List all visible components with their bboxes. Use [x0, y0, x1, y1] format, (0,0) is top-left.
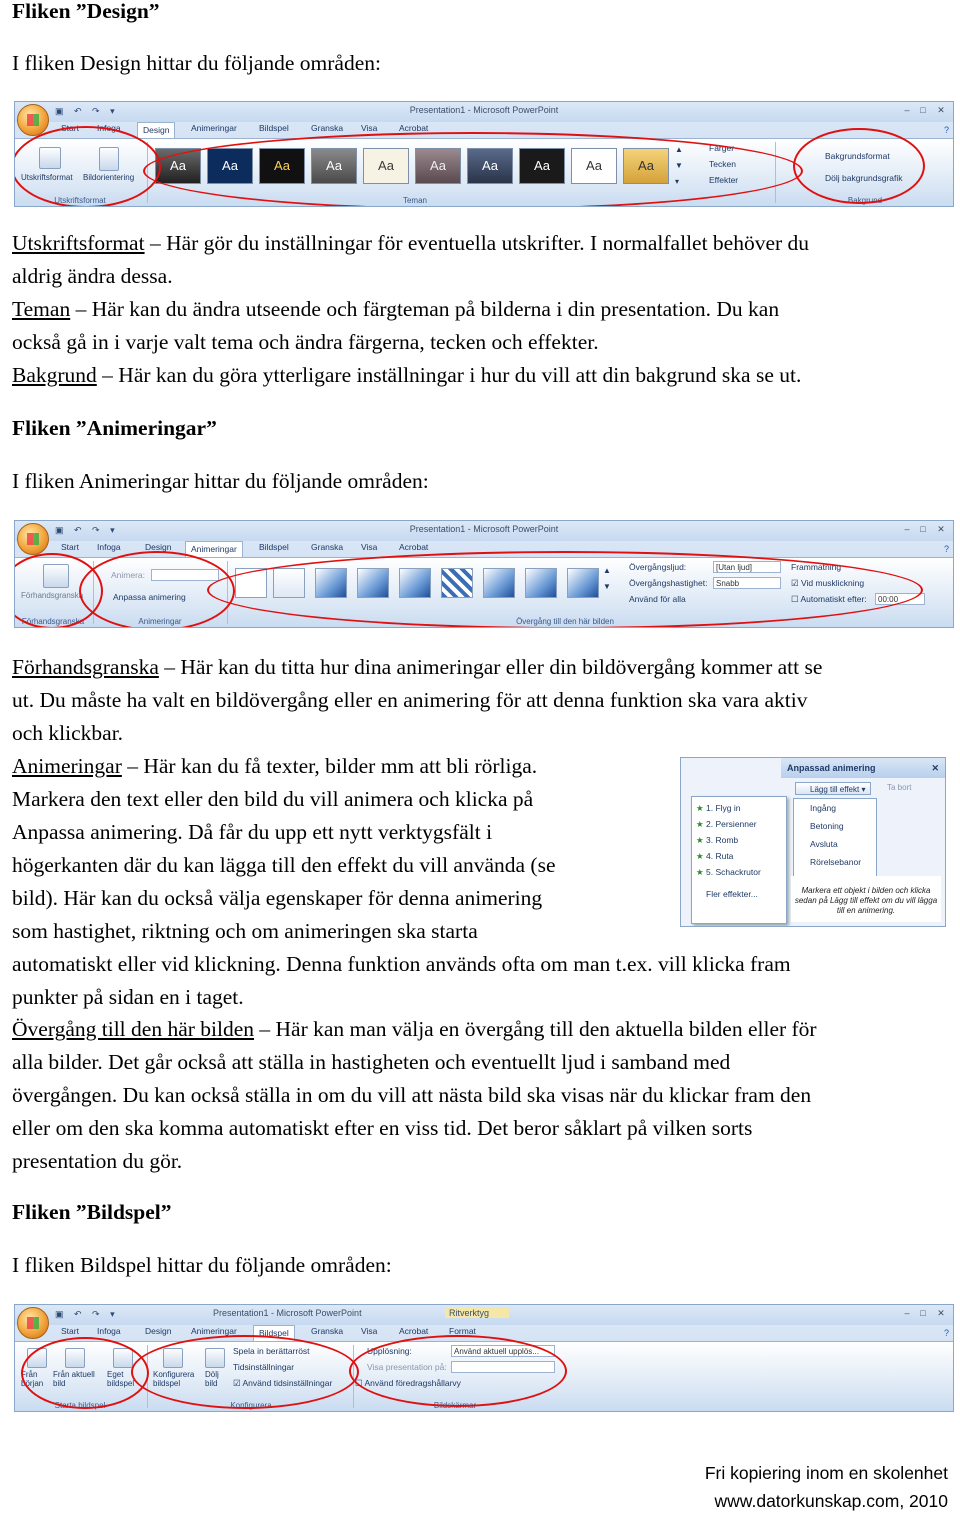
tab-design: Design [145, 1326, 172, 1336]
page-setup-icon [39, 147, 61, 169]
ta-bort-label: Ta bort [887, 783, 912, 792]
gallery-more-icon: ▾ [675, 177, 680, 186]
theme-thumbnail: Aa [467, 148, 513, 184]
theme-thumbnail: Aa [519, 148, 565, 184]
hide-slide-icon [205, 1348, 225, 1368]
overgangsljud-label: Övergångsljud: [629, 562, 687, 572]
transition-thumbnail [441, 568, 473, 598]
theme-thumbnail: Aa [415, 148, 461, 184]
pane-hint-text: Markera ett objekt i bilden och klicka sedan på Lägg till effekt om du vill lägga till en animering. [791, 876, 941, 922]
tab-animeringar: Animeringar [185, 541, 243, 557]
effect-submenu [793, 798, 877, 880]
overgangsljud-combo: [Utan ljud] [713, 561, 781, 573]
tab-acrobat: Acrobat [399, 542, 429, 552]
ribbon-animeringar-screenshot [14, 520, 954, 628]
heading-animeringar: Fliken ”Animeringar” [12, 416, 217, 440]
window-title: Presentation1 - Microsoft PowerPoint [409, 105, 559, 115]
intro-animeringar: I fliken Animeringar hittar du följande områden: [12, 469, 429, 493]
item-animeringar-cont: högerkanten där du kan lägga till den effekt du vill använda (se [12, 853, 556, 877]
group-label-animeringar: Animeringar [138, 617, 182, 626]
frammatning-label: Frammatning [791, 562, 842, 572]
item-forhandsgranska-cont: och klickbar. [12, 721, 124, 745]
fran-aktuell-label: Från aktuell bild [53, 1370, 95, 1388]
title-bar [15, 102, 953, 122]
menu-item: ★ 3. Romb [696, 835, 739, 845]
group-label-teman: Teman [402, 196, 427, 205]
fran-borjan-label: Från början [21, 1370, 44, 1388]
intro-design: I fliken Design hittar du följande områden: [12, 51, 381, 75]
window-title: Presentation1 - Microsoft PowerPoint [213, 1308, 362, 1318]
help-icon: ? [943, 125, 949, 135]
bakgrundsformat-label: Bakgrundsformat [825, 151, 890, 161]
close-icon: ✕ [937, 105, 945, 115]
group-label-overgang: Övergång till den här bilden [516, 617, 614, 626]
ribbon-body [15, 557, 953, 627]
play-from-current-icon [65, 1348, 85, 1368]
separator [775, 142, 776, 203]
item-animeringar-cont: automatiskt eller vid klickning. Denna funktion används ofta om man t.ex. vill klicka fram [12, 952, 791, 976]
tab-visa: Visa [361, 542, 378, 552]
ribbon-bildspel-screenshot [14, 1304, 954, 1412]
tab-start: Start [61, 1326, 79, 1336]
item-teman: Teman – Här kan du ändra utseende och färgteman på bilderna i din presentation. Du kan [12, 297, 780, 321]
help-icon: ? [943, 544, 949, 554]
separator [227, 561, 228, 624]
office-button-icon [17, 104, 49, 136]
menu-item: ★ 4. Ruta [696, 851, 734, 861]
theme-thumbnail: Aa [259, 148, 305, 184]
tab-bildspel: Bildspel [259, 542, 289, 552]
custom-animation-pane-screenshot [680, 757, 946, 927]
footer-line-2: www.datorkunskap.com, 2010 [714, 1491, 948, 1511]
custom-show-icon [113, 1348, 133, 1368]
tab-animeringar: Animeringar [191, 1326, 237, 1336]
item-utskriftsformat: Utskriftsformat – Här gör du inställningar för eventuella utskrifter. I normalfallet behöver du [12, 231, 810, 255]
close-icon: ✕ [931, 763, 939, 773]
item-overgang: Övergång till den här bilden – Här kan man välja en övergång till den aktuella bilden eller för [12, 1017, 817, 1041]
ribbon-body [15, 1341, 953, 1411]
maximize-icon: □ [920, 524, 926, 534]
group-label-bakgrund: Bakgrund [847, 196, 883, 205]
menu-item: ★ 5. Schackrutor [696, 867, 761, 877]
group-label-starta: Starta bildspel [54, 1401, 106, 1410]
item-animeringar-cont: Markera den text eller den bild du vill animera och klicka på [12, 787, 534, 811]
item-overgang-cont: alla bilder. Det går också att ställa in hastigheten och eventuellt ljud i samband med [12, 1050, 731, 1074]
footer-line-1: Fri kopiering inom en skolenhet [704, 1463, 948, 1483]
gallery-scroll-down-icon: ▼ [603, 582, 611, 591]
item-animeringar-cont: som hastighet, riktning och om animeringen ska starta [12, 919, 478, 943]
konfigurera-bildspel-label: Konfigurera bildspel [153, 1370, 195, 1388]
minimize-icon: – [904, 524, 910, 534]
anvand-foredrag-row: ☐ Använd föredragshållarvy [355, 1378, 461, 1388]
pane-title: Anpassad animering ✕ [781, 758, 945, 778]
item-animeringar-cont: bild). Här kan du också välja egenskaper för denna animering [12, 886, 543, 910]
orientation-icon [99, 147, 119, 171]
tab-granska: Granska [311, 1326, 344, 1336]
transition-thumbnail [483, 568, 515, 598]
item-animeringar-cont: Anpassa animering. Då får du upp ett nytt verktygsfält i [12, 820, 493, 844]
play-from-start-icon [27, 1348, 47, 1368]
animera-combo [151, 569, 219, 581]
tab-start: Start [61, 542, 79, 552]
tab-format: Format [449, 1326, 476, 1336]
group-label-bildskarmar: Bildskärmar [433, 1401, 477, 1410]
item-overgang-cont: eller om den ska komma automatiskt efter en viss tid. Det beror såklart på vilken sorts [12, 1116, 753, 1140]
submenu-item: Avsluta [810, 839, 838, 849]
transition-thumbnail [273, 568, 305, 598]
anvand-for-alla-label: Använd för alla [629, 594, 686, 604]
transition-thumbnail [567, 568, 599, 598]
gallery-scroll-up-icon: ▲ [603, 566, 611, 575]
heading-bildspel: Fliken ”Bildspel” [12, 1200, 172, 1224]
quick-access-toolbar: ▣ ↶ ↷ ▾ [55, 106, 119, 116]
ribbon-body [15, 138, 953, 206]
item-bakgrund: Bakgrund – Här kan du göra ytterligare inställningar i hur du vill att din bakgrund ska se ut. [12, 363, 802, 387]
transition-thumbnail [357, 568, 389, 598]
tab-granska: Granska [311, 123, 344, 133]
theme-thumbnail: Aa [311, 148, 357, 184]
tab-infoga: Infoga [97, 123, 121, 133]
tab-bildspel: Bildspel [253, 1325, 295, 1341]
tab-infoga: Infoga [97, 542, 121, 552]
transition-thumbnail [399, 568, 431, 598]
tab-infoga: Infoga [97, 1326, 121, 1336]
vid-musklick-row: ☑ Vid musklickning [791, 578, 865, 588]
group-label-forhandsgranska: Förhandsgranska [21, 617, 85, 626]
separator [93, 561, 94, 624]
separator [147, 142, 148, 203]
tab-acrobat: Acrobat [399, 1326, 429, 1336]
quick-access-toolbar: ▣ ↶ ↷ ▾ [55, 525, 119, 535]
upplosning-label: Upplösning: [367, 1346, 412, 1356]
item-forhandsgranska-cont: ut. Du måste ha valt en bildövergång eller en animering för att denna funktion ska vara aktiv [12, 688, 808, 712]
preview-icon [43, 564, 69, 588]
separator [353, 1345, 354, 1408]
effect-menu [691, 796, 787, 924]
item-overgang-cont: övergången. Du kan också ställa in om du vill att nästa bild ska visas när du klickar fram den [12, 1083, 812, 1107]
upplosning-combo: Använd aktuell upplös... [451, 1345, 555, 1357]
gallery-scroll-down-icon: ▼ [675, 161, 683, 170]
dolj-bakgrundsgrafik-label: Dölj bakgrundsgrafik [825, 173, 903, 183]
tab-visa: Visa [361, 1326, 378, 1336]
eget-bildspel-label: Eget bildspel [107, 1370, 135, 1388]
tid-field: 00:00 [875, 593, 925, 605]
tab-animeringar: Animeringar [191, 123, 237, 133]
theme-thumbnail: Aa [623, 148, 669, 184]
tidsinstallningar-label: Tidsinställningar [233, 1362, 295, 1372]
overgangshastighet-label: Övergångshastighet: [629, 578, 708, 588]
item-animeringar-cont: punkter på sidan en i taget. [12, 985, 244, 1009]
theme-thumbnail: Aa [571, 148, 617, 184]
tab-visa: Visa [361, 123, 378, 133]
tecken-label: Tecken [709, 159, 736, 169]
dolj-bild-label: Dölj bild [205, 1370, 219, 1388]
btn-bildorientering-label: Bildorientering [83, 173, 135, 182]
intro-bildspel: I fliken Bildspel hittar du följande områden: [12, 1253, 392, 1277]
anvand-tids-row: ☑ Använd tidsinställningar [233, 1378, 333, 1388]
item-overgang-cont: presentation du gör. [12, 1149, 183, 1173]
lagg-till-effekt-button: Lägg till effekt ▾ [795, 782, 871, 795]
heading-design: Fliken ”Design” [12, 0, 160, 23]
tab-start: Start [61, 123, 79, 133]
context-tab-ritverktyg: Ritverktyg [445, 1308, 509, 1318]
title-bar [15, 1305, 953, 1325]
theme-thumbnail: Aa [363, 148, 409, 184]
minimize-icon: – [904, 105, 910, 115]
btn-utskriftsformat-label: Utskriftsformat [21, 173, 73, 182]
forhandsgranska-button-label: Förhandsgranska [21, 591, 84, 600]
submenu-item: Rörelsebanor [810, 857, 862, 867]
submenu-item: Betoning [810, 821, 844, 831]
group-label-utskriftsformat: Utskriftsformat [54, 196, 106, 205]
animera-label: Animera: [111, 570, 146, 580]
submenu-item: Ingång [810, 803, 836, 813]
visa-pa-combo [451, 1361, 555, 1373]
theme-thumbnail: Aa [155, 148, 201, 184]
tab-design: Design [137, 122, 175, 138]
help-icon: ? [943, 1328, 949, 1338]
minimize-icon: – [904, 1308, 910, 1318]
item-utskriftsformat-cont: aldrig ändra dessa. [12, 264, 173, 288]
transition-thumbnail [525, 568, 557, 598]
tab-design: Design [145, 542, 172, 552]
item-forhandsgranska: Förhandsgranska – Här kan du titta hur dina animeringar eller din bildövergång kommer att se [12, 655, 823, 679]
item-animeringar: Animeringar – Här kan du få texter, bilder mm att bli rörliga. [12, 754, 538, 778]
menu-item: ★ 2. Persienner [696, 819, 757, 829]
quick-access-toolbar: ▣ ↶ ↷ ▾ [55, 1309, 119, 1319]
office-button-icon [17, 1307, 49, 1339]
effekter-label: Effekter [709, 175, 739, 185]
maximize-icon: □ [920, 105, 926, 115]
maximize-icon: □ [920, 1308, 926, 1318]
title-bar [15, 521, 953, 541]
ribbon-design-screenshot [14, 101, 954, 207]
close-icon: ✕ [937, 524, 945, 534]
theme-thumbnail: Aa [207, 148, 253, 184]
item-teman-cont: också gå in i varje valt tema och ändra färgerna, tecken och effekter. [12, 330, 599, 354]
anpassa-animering-label: Anpassa animering [113, 592, 186, 602]
transition-thumbnail [235, 568, 267, 598]
separator [147, 1345, 148, 1408]
menu-item: Fler effekter... [706, 889, 758, 899]
tab-bildspel: Bildspel [259, 123, 289, 133]
farger-label: Färger [709, 143, 735, 153]
automatiskt-row: ☐ Automatiskt efter: [791, 594, 867, 604]
gallery-scroll-up-icon: ▲ [675, 145, 683, 154]
close-icon: ✕ [937, 1308, 945, 1318]
group-label-konfigurera: Konfigurera [230, 1401, 272, 1410]
tab-granska: Granska [311, 542, 344, 552]
hastighet-combo: Snabb [713, 577, 781, 589]
setup-show-icon [163, 1348, 183, 1368]
visa-pa-label: Visa presentation på: [367, 1362, 447, 1372]
spela-in-label: Spela in berättarröst [233, 1346, 310, 1356]
tab-acrobat: Acrobat [399, 123, 429, 133]
transition-thumbnail [315, 568, 347, 598]
window-title: Presentation1 - Microsoft PowerPoint [409, 524, 559, 534]
menu-item: ★ 1. Flyg in [696, 803, 741, 813]
office-button-icon [17, 523, 49, 555]
